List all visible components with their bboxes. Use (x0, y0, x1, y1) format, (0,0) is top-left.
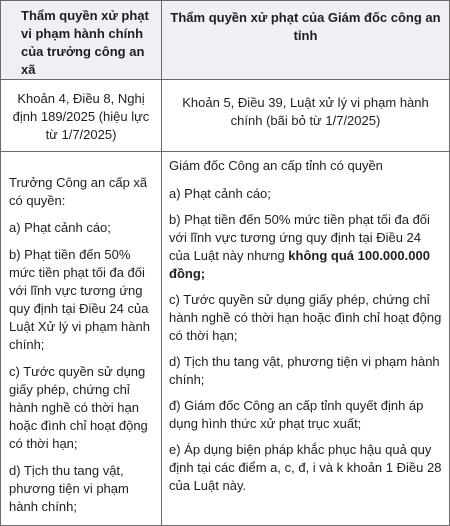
province-power-item-dd: đ) Giám đốc Công an cấp tỉnh quyết định áp dụng hình thức xử phạt trục xuất; (169, 398, 424, 431)
commune-power-item: c) Tước quyền sử dụng giấy phép, chứng chỉ hành nghề có thời hạn hoặc đình chỉ hoạt động có thời hạn; (9, 364, 148, 451)
legal-basis-left: Khoản 4, Điều 8, Nghị định 189/2025 (hiệu lực từ 1/7/2025) (1, 80, 162, 152)
province-powers-intro: Giám đốc Công an cấp tỉnh có quyền (169, 158, 383, 173)
legal-basis-row (1, 80, 450, 152)
province-power-item-b (169, 211, 443, 283)
province-power-item-c: c) Tước quyền sử dụng giấy phép, chứng chỉ hành nghề có thời hạn hoặc đình chỉ hoạt động có thời hạn; (169, 292, 442, 343)
powers-row (1, 152, 450, 526)
commune-power-item: b) Phạt tiền đến 50% mức tiền phạt tối đa đối với lĩnh vực tương ứng quy định tại Điều 24 của Luật Xử lý vi phạm hành chính; (9, 247, 150, 352)
province-power-item-d: d) Tịch thu tang vật, phương tiện vi phạm hành chính; (169, 354, 440, 387)
header-left-cell: Thẩm quyền xử phạt vi phạm hành chính của trưởng công an xã (1, 1, 162, 80)
commune-police-powers (1, 152, 162, 526)
province-power-item-a: a) Phạt cảnh cáo; (169, 186, 271, 201)
header-row (1, 1, 450, 80)
header-right-cell: Thẩm quyền xử phạt của Giám đốc công an tỉnh (162, 1, 450, 80)
commune-power-item: d) Tịch thu tang vật, phương tiện vi phạm hành chính; (9, 463, 129, 514)
province-police-powers (162, 152, 450, 526)
commune-powers-intro: Trưởng Công an cấp xã có quyền: (9, 175, 148, 208)
fine-limit-text: b) Phạt tiền đến 50% mức tiền phạt tối đa đối với lĩnh vực tương ứng quy định tại Điều 24 của Luật này nhưng (169, 212, 430, 263)
legal-basis-right: Khoản 5, Điều 39, Luật xử lý vi phạm hành chính (bãi bỏ từ 1/7/2025) (162, 80, 450, 152)
fine-cap-bold: không quá 100.000.000 đồng; (169, 248, 430, 281)
province-power-item-e: e) Áp dụng biện pháp khắc phục hậu quả quy định tại các điểm a, c, đ, i và k khoản 1 Điều 28 của Luật này. (169, 442, 442, 493)
commune-power-item: a) Phạt cảnh cáo; (9, 220, 111, 235)
